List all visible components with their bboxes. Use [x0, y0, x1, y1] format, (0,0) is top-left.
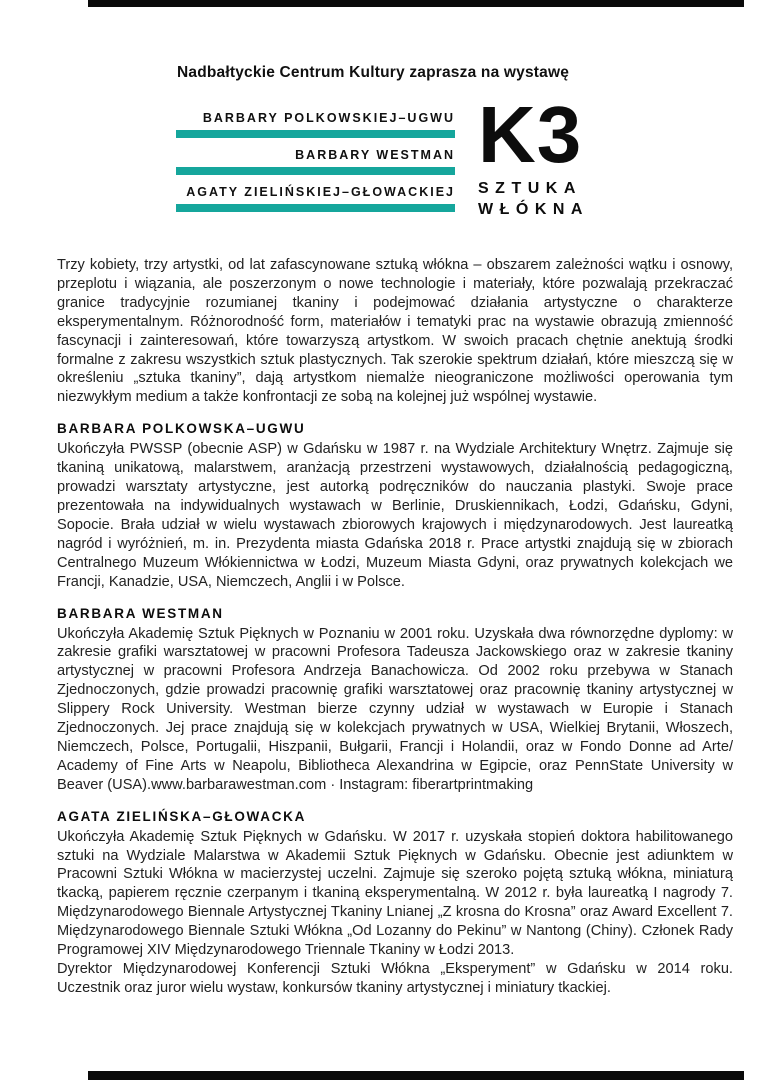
section-paragraph: Dyrektor Międzynarodowej Konferencji Sztuki Włókna „Eksperyment” w Gdańsku w 2014 roku. Uczestnik oraz juror wielu wystaw, konkursów tkaniny artystycznej i miniatury tkackiej. — [57, 961, 733, 996]
logo-title: K3 — [478, 90, 583, 179]
section-heading: AGATA ZIELIŃSKA–GŁOWACKA — [57, 808, 307, 824]
artist-name-label: AGATY ZIELIŃSKIEJ–GŁOWACKIEJ — [186, 185, 455, 199]
intro-paragraph: Trzy kobiety, trzy artystki, od lat zafascynowane sztuką włókna – obszarem zależności wątku i osnowy, przeplotu i wiązania, ale poszerzonym o nowe technologie i materiały, które pozwalają przekraczać granice tradycyjnie rozumianej tkaniny i podejmować działania artystyczne o charakterze eksperymentalnym. Różnorodność form, materiałów i tematyki prac na wystawie obrazują zmienność fascynacji i zainteresowań, które towarzyszą artystkom. W swoich pracach chętnie anektują środki formalne z zakresu wszystkich sztuk plastycznych. Tak szerokie spektrum działań, które mieszczą się w określeniu „sztuka tkaniny”, dają artystkom niemalże nieograniczone możliwości operowania tym niezwykłym medium a także konfrontacji ze sobą na kolejnej już wspólnej wystawie. — [57, 257, 733, 406]
artist-name-item — [176, 111, 455, 138]
invitation-line: Nadbałtyckie Centrum Kultury zaprasza na wystawę — [177, 64, 570, 81]
artist-section-westman — [57, 606, 733, 795]
artist-name-label: BARBARY POLKOWSKIEJ–UGWU — [202, 111, 455, 125]
section-heading: BARBARA POLKOWSKA–UGWU — [57, 421, 306, 437]
section-paragraph: Ukończyła PWSSP (obecnie ASP) w Gdańsku w 1987 r. na Wydziale Architektury Wnętrz. Zajmuje się tkaniną unikatową, malarstwem, aranżacją przestrzeni wystawowych, działalnością pedagogiczną, prowadzi warsztaty artystyczne, jest autorką podręczników do nauczania plastyki. Swoje prace prezentowała na indywidualnych wystawach w Berlinie, Druskiennikach, Łodzi, Gdańsku, Gdyni, Sopocie. Brała udział w wielu wystawach zbiorowych krajowych i międzynarodowych. Jest laureatką nagród i wyróżnień, m. in. Prezydenta miasta Gdańska 2018 r. Prace artystki znajdują się w zbiorach Centralnego Muzeum Włókiennictwa w Łodzi, Muzeum Miasta Gdyni, oraz prywatnych kolekcjach we Francji, Kanadzie, USA, Niemczech, Anglii i w Polsce. — [57, 441, 733, 590]
artist-names-block — [176, 111, 455, 222]
artist-name-label: BARBARY WESTMAN — [295, 148, 455, 162]
artist-name-item — [176, 185, 455, 212]
section-paragraph: Ukończyła Akademię Sztuk Pięknych w Gdańsku. W 2017 r. uzyskała stopień doktora habilitowanego sztuki na Wydziale Malarstwa w Akademii Sztuk Pięknych w Gdańsku. Obecnie jest adiunktem w Pracowni Sztuki Włókna w macierzystej uczelni. Zajmuje się szeroko pojętą sztuką włókna, miniaturą tkacką, papierem ręcznie czerpanym i tkaniną eksperymentalną. W 2012 r. była laureatką I nagrody 7. Międzynarodowego Biennale Artystycznej Tkaniny Lnianej „Z krosna do Krosna” oraz Award Excellent 7. Międzynarodowego Biennale Sztuki Włókna „Od Lozanny do Pekinu” w Nantong (Chiny). Członek Rady Programowej XIV Międzynarodowego Triennale Tkaniny w Łodzi 2013. — [57, 828, 733, 959]
k3-sztuka-wlokna-logo — [478, 90, 589, 220]
artist-section-zielinska-glowacka — [57, 809, 733, 998]
teal-underline — [176, 130, 455, 138]
section-paragraph: Ukończyła Akademię Sztuk Pięknych w Poznaniu w 2001 roku. Uzyskała dwa równorzędne dyplomy: w zakresie grafiki warsztatowej w pracowni Profesora Tadeusza Jackowskiego oraz w zakresie tkaniny artystycznej w pracowni Profesora Andrzeja Banachowicza. Od 2002 roku przebywa w Stanach Zjednoczonych, gdzie prowadzi pracownię grafiki warsztatowej oraz pracownię tkaniny artystycznej w Slippery Rock University. Westman bierze czynny udział w wystawach w Europie i Stanach Zjednoczonych. Jej prace znajdują się w kolekcjach prywatnych w USA, Wielkiej Brytanii, Włoszech, Niemczech, Polsce, Portugalii, Hiszpanii, Bułgarii, Francji i Holandii, oraz w Fondo Donne ad Arte/ Academy of Fine Arts w Neapolu, Bibliotheca Alexandrina w Egipcie, oraz PennState University w Beaver (USA).www.barbarawestman.com · Instagram: fiberartprintmaking — [57, 625, 733, 793]
teal-underline — [176, 167, 455, 175]
logo-subtitle-line1: SZTUKA — [478, 180, 582, 197]
artist-section-polkowska-ugwu — [57, 421, 733, 591]
bottom-rule — [88, 1071, 744, 1080]
teal-underline — [176, 204, 455, 212]
body-text-column — [57, 256, 733, 998]
top-rule — [88, 0, 744, 7]
logo-subtitle-line2: WŁÓKNA — [478, 201, 589, 218]
artist-name-item — [176, 148, 455, 175]
section-heading: BARBARA WESTMAN — [57, 605, 224, 621]
